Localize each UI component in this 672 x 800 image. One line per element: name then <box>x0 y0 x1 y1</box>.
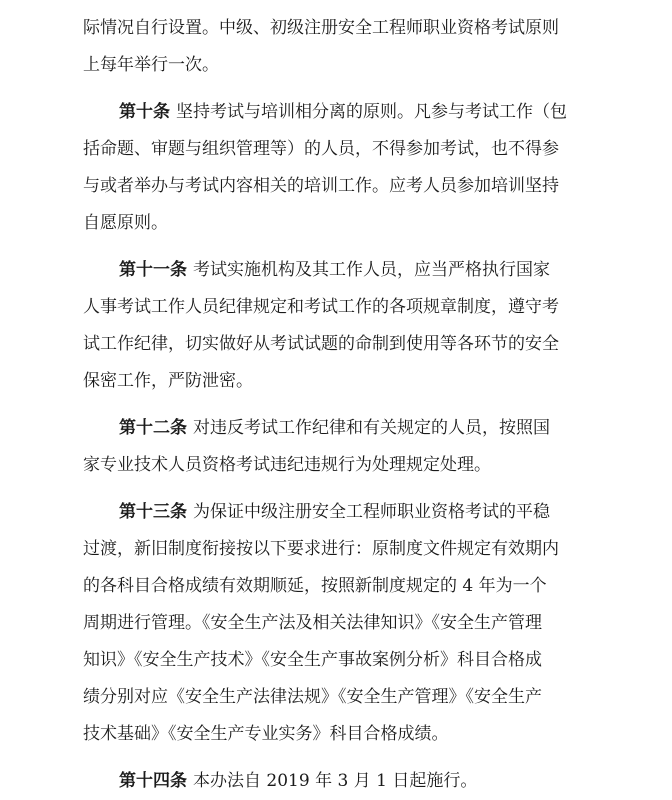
article-10 <box>83 94 593 242</box>
text-line: 际情况自行设置。中级、初级注册安全工程师职业资格考试原则 <box>83 18 559 38</box>
paragraph-continuation <box>83 10 593 84</box>
text-line <box>83 94 593 131</box>
article-heading: 第十三条 <box>119 502 187 522</box>
text-line: 自愿原则。 <box>83 213 168 233</box>
article-14 <box>83 763 593 800</box>
text-line: 与或者举办与考试内容相关的培训工作。应考人员参加培训坚持 <box>83 176 559 196</box>
document-page <box>83 0 593 800</box>
text-line <box>83 252 593 289</box>
article-12 <box>83 410 593 484</box>
text-line: 人事考试工作人员纪律规定和考试工作的各项规章制度，遵守考 <box>83 297 559 317</box>
article-13 <box>83 494 593 753</box>
text-line: 知识》《安全生产技术》《安全生产事故案例分析》科目合格成 <box>83 650 542 670</box>
text-line: 上每年举行一次。 <box>83 55 219 75</box>
text-line: 的各科目合格成绩有效期顺延，按照新制度规定的 4 年为一个 <box>83 576 547 596</box>
article-text: 对违反考试工作纪律和有关规定的人员，按照国 <box>193 418 550 438</box>
article-11 <box>83 252 593 400</box>
text-line <box>83 494 593 531</box>
text-line: 技术基础》《安全生产专业实务》科目合格成绩。 <box>83 724 449 744</box>
text-line <box>83 763 593 800</box>
article-heading: 第十四条 <box>119 771 187 791</box>
text-line: 括命题、审题与组织管理等）的人员，不得参加考试，也不得参 <box>83 139 559 159</box>
article-text: 坚持考试与培训相分离的原则。凡参与考试工作（包 <box>176 102 567 122</box>
text-line: 保密工作，严防泄密。 <box>83 371 253 391</box>
text-line: 绩分别对应《安全生产法律法规》《安全生产管理》《安全生产 <box>83 687 542 707</box>
text-line: 周期进行管理。《安全生产法及相关法律知识》《安全生产管理 <box>83 613 542 633</box>
text-line: 过渡，新旧制度衔接按以下要求进行：原制度文件规定有效期内 <box>83 539 559 559</box>
article-heading: 第十条 <box>119 102 170 122</box>
article-text: 考试实施机构及其工作人员，应当严格执行国家 <box>193 260 550 280</box>
text-line <box>83 410 593 447</box>
text-line: 家专业技术人员资格考试违纪违规行为处理规定处理。 <box>83 455 491 475</box>
article-heading: 第十一条 <box>119 260 187 280</box>
text-line: 试工作纪律，切实做好从考试试题的命制到使用等各环节的安全 <box>83 334 559 354</box>
article-text: 为保证中级注册安全工程师职业资格考试的平稳 <box>193 502 550 522</box>
article-text: 本办法自 2019 年 3 月 1 日起施行。 <box>193 771 478 791</box>
article-heading: 第十二条 <box>119 418 187 438</box>
